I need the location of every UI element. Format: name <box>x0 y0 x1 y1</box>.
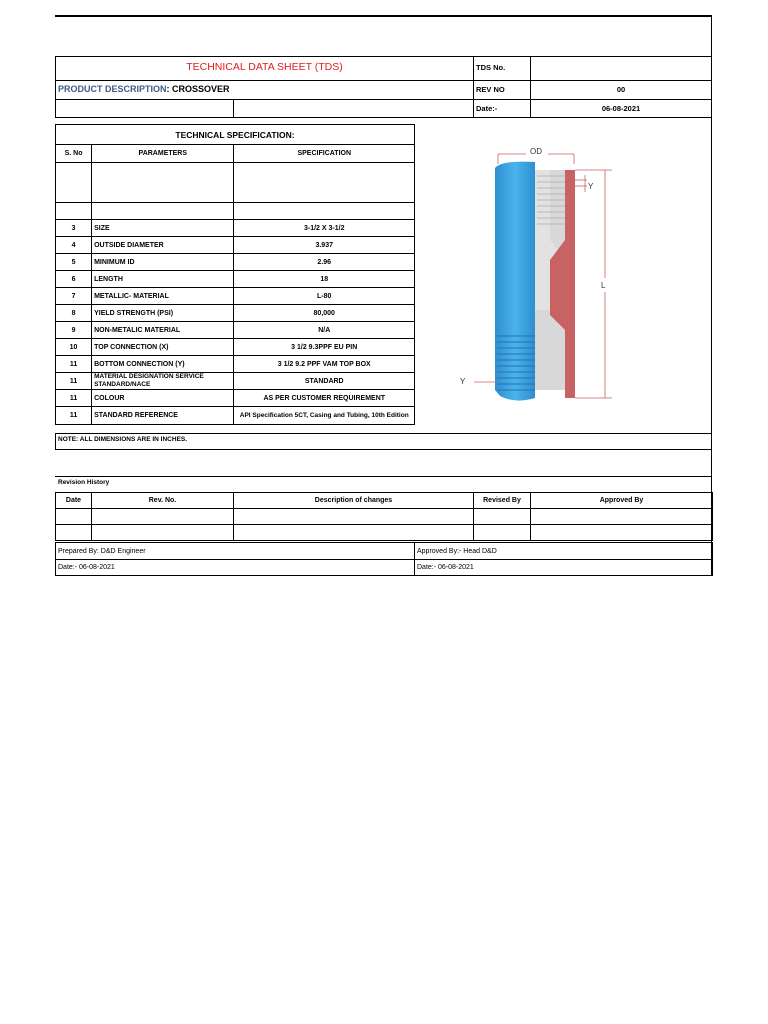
spec-sno: 4 <box>56 237 92 254</box>
revision-col-revised: Revised By <box>474 493 531 509</box>
spec-value: STANDARD <box>234 373 415 390</box>
spec-param: NON-METALIC MATERIAL <box>92 322 234 339</box>
dimensions-note: NOTE: ALL DIMENSIONS ARE IN INCHES. <box>58 436 188 443</box>
revision-col-rev: Rev. No. <box>92 493 234 509</box>
spec-row <box>56 271 415 288</box>
spec-sno: 10 <box>56 339 92 356</box>
spec-sno: 7 <box>56 288 92 305</box>
spec-value: 3 1/2 9.2 PPF VAM TOP BOX <box>234 356 415 373</box>
revision-col-approved: Approved By <box>531 493 713 509</box>
spec-value: API Specification 5CT, Casing and Tubing, 10th Edition <box>234 407 415 425</box>
spec-value: 3-1/2 X 3-1/2 <box>234 220 415 237</box>
outer-body <box>495 162 535 401</box>
spec-value: L-80 <box>234 288 415 305</box>
prepared-date: Date:- 06-08-2021 <box>56 560 415 576</box>
spec-param: SIZE <box>92 220 234 237</box>
revision-line-top <box>55 476 712 477</box>
spec-value: N/A <box>234 322 415 339</box>
revision-col-desc: Description of changes <box>234 493 474 509</box>
spec-sno: 11 <box>56 390 92 407</box>
spec-row <box>56 373 415 390</box>
spec-title: TECHNICAL SPECIFICATION: <box>56 125 415 145</box>
product-label: PRODUCT DESCRIPTION <box>58 84 167 94</box>
revision-title: Revision History <box>58 479 110 486</box>
page-title: TECHNICAL DATA SHEET (TDS) <box>186 61 343 73</box>
spec-param: METALLIC- MATERIAL <box>92 288 234 305</box>
spec-value: 80,000 <box>234 305 415 322</box>
od-label: OD <box>530 147 542 156</box>
rev-label: REV NO <box>476 85 505 94</box>
spec-param: YIELD STRENGTH (PSI) <box>92 305 234 322</box>
note-left-border <box>55 433 56 450</box>
spec-sno: 11 <box>56 356 92 373</box>
crossover-drawing <box>440 140 630 410</box>
date-value: 06-08-2021 <box>601 104 641 113</box>
spec-value: 3.937 <box>234 237 415 254</box>
spec-col-sno: S. No <box>56 145 92 163</box>
header-line-2 <box>55 80 712 81</box>
spec-row <box>56 288 415 305</box>
spec-row <box>56 339 415 356</box>
spec-sno: 6 <box>56 271 92 288</box>
spec-row <box>56 237 415 254</box>
spec-col-param: PARAMETERS <box>92 145 234 163</box>
spec-param: BOTTOM CONNECTION (Y) <box>92 356 234 373</box>
spec-param: LENGTH <box>92 271 234 288</box>
l-label: L <box>601 281 606 290</box>
spec-col-spec: SPECIFICATION <box>234 145 415 163</box>
spec-table <box>55 124 415 425</box>
spec-sno: 11 <box>56 373 92 390</box>
spec-sno: 11 <box>56 407 92 425</box>
revision-row <box>56 525 713 541</box>
spec-value: 2.96 <box>234 254 415 271</box>
spec-param: OUTSIDE DIAMETER <box>92 237 234 254</box>
spec-row <box>56 322 415 339</box>
date-label: Date:- <box>476 104 498 113</box>
spec-param: MINIMUM ID <box>92 254 234 271</box>
spec-empty-cell <box>234 163 415 203</box>
spec-param: COLOUR <box>92 390 234 407</box>
product-value: : CROSSOVER <box>166 84 230 94</box>
spec-value: AS PER CUSTOMER REQUIREMENT <box>234 390 415 407</box>
y-bottom-label: Y <box>460 377 466 386</box>
prepared-by: Prepared By: D&D Engineer <box>56 543 415 560</box>
header-line-1 <box>55 56 712 57</box>
header-line-4 <box>55 117 712 118</box>
spec-sno: 8 <box>56 305 92 322</box>
spec-empty-cell <box>56 163 92 203</box>
spec-row <box>56 407 415 425</box>
spec-param: MATERIAL DESIGNATION SERVICE STANDARD/NACE <box>92 373 234 390</box>
y-top-label: Y <box>588 182 594 191</box>
spec-param: STANDARD REFERENCE <box>92 407 234 425</box>
rev-value: 00 <box>616 85 626 94</box>
header-divider-1 <box>473 56 474 118</box>
approved-by: Approved By:- Head D&D <box>415 543 713 560</box>
note-line-top <box>55 433 712 434</box>
spec-value: 3 1/2 9.3PPF EU PIN <box>234 339 415 356</box>
product-description <box>58 85 230 94</box>
spec-row <box>56 305 415 322</box>
spec-empty-cell <box>92 163 234 203</box>
revision-table <box>55 492 713 541</box>
spec-value: 18 <box>234 271 415 288</box>
signoff-table <box>55 542 713 576</box>
spec-row <box>56 254 415 271</box>
header-line-3 <box>55 99 712 100</box>
approved-date: Date:- 06-08-2021 <box>415 560 713 576</box>
spec-sno: 5 <box>56 254 92 271</box>
spec-sno: 9 <box>56 322 92 339</box>
spec-row <box>56 356 415 373</box>
revision-col-date: Date <box>56 493 92 509</box>
revision-row <box>56 509 713 525</box>
spec-empty-cell <box>234 203 415 220</box>
note-line-bottom <box>55 449 712 450</box>
spec-param: TOP CONNECTION (X) <box>92 339 234 356</box>
spec-row <box>56 390 415 407</box>
spec-empty-cell <box>56 203 92 220</box>
tds-no-label: TDS No. <box>476 63 506 72</box>
spec-sno: 3 <box>56 220 92 237</box>
page-top-border <box>55 15 712 17</box>
header-divider-3 <box>233 99 234 118</box>
spec-empty-cell <box>92 203 234 220</box>
spec-row <box>56 220 415 237</box>
